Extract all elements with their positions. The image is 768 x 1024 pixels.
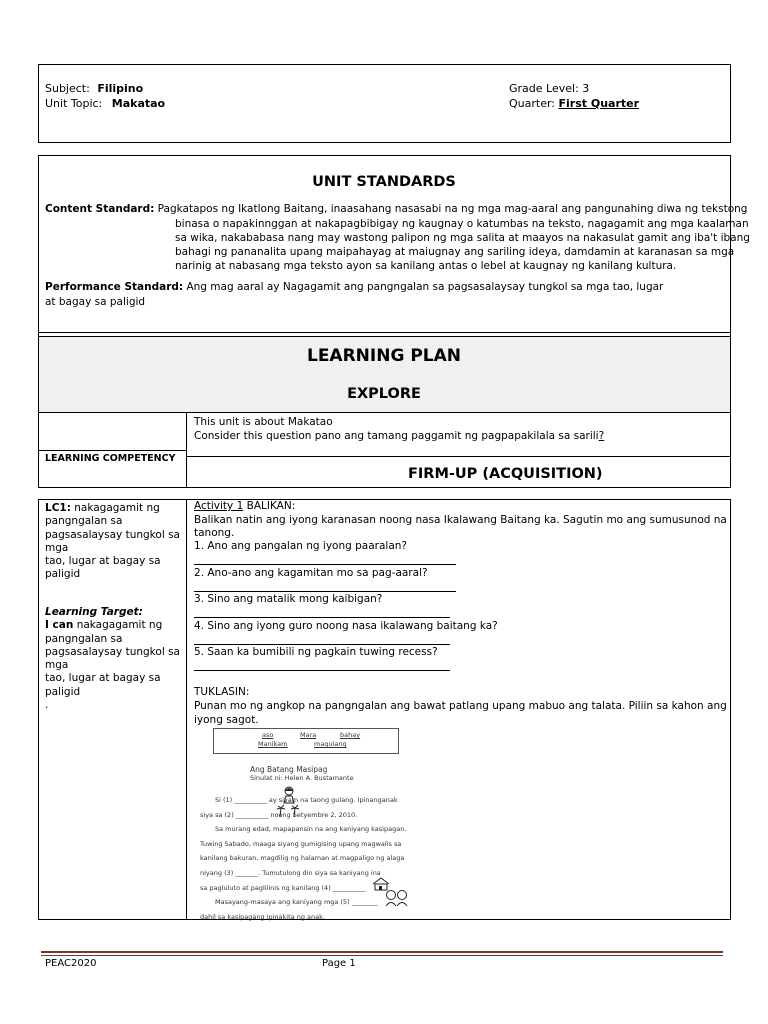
- content-line: narinig at nabasang mga teksto ayon sa kanilang antas o lebel at kaugnay ng kanilang kultura.: [175, 260, 677, 272]
- tuklasin-instruction: iyong sagot.: [194, 714, 259, 726]
- story-line: kanilang bakuran, magdilig ng halaman at magpaligo ng alaga: [200, 854, 405, 862]
- content-line: binasa o napakinnggan at nakapagbibigay ng kaugnay o katumbas na teksto, nagagamit ang mga kaalaman: [175, 218, 749, 230]
- question-1: 1. Ano ang pangalan ng iyong paaralan?: [194, 540, 407, 552]
- performance-standard-cont: at bagay sa paligid: [45, 296, 146, 308]
- footer-left: PEAC2020: [45, 958, 97, 969]
- unit-topic-label: Unit Topic:: [45, 97, 103, 110]
- content-line: sa wika, nakababasa nang may wastong palipon ng mga salita at maayos na nakasulat gamit ang iba't ibang: [175, 232, 750, 244]
- learning-competency-label: LEARNING COMPETENCY: [45, 453, 176, 464]
- activity-link: Activity 1: [194, 500, 244, 512]
- footer-rule: [41, 955, 723, 956]
- ican-line: mga: [45, 659, 69, 672]
- content-line: bahagi ng pananalita upang maipahayag at maiugnay ang sariling ideya, damdamin at karanasan sa mga: [175, 246, 735, 258]
- divider: [38, 332, 731, 333]
- tuklasin-label: TUKLASIN:: [194, 686, 250, 698]
- answer-line[interactable]: [194, 579, 456, 592]
- ican-line: nakagagamit ng: [73, 619, 163, 632]
- performance-standard-label: Performance Standard:: [45, 281, 184, 293]
- content-standard-first: Pagkatapos ng Ikatlong Baitang, inaasahang nasasabi na ng mga mag-aaral ang pangunahing diwa ng tekstong: [157, 203, 748, 215]
- activity-intro: Balikan natin ang iyong karanasan noong nasa Ikalawang Baitang ka. Sagutin mo ang sumusunod na: [194, 514, 727, 526]
- story-line: Sa murang edad, mapapansin na ang kaniyang kasipagan.: [215, 825, 407, 833]
- quarter-row: [509, 97, 639, 110]
- ican-label: I can: [45, 619, 74, 632]
- lc1-line: tao, lugar at bagay sa: [45, 555, 161, 568]
- consider-mark: ?: [598, 430, 605, 442]
- answer-line[interactable]: [194, 658, 450, 671]
- page-number: Page 1: [322, 958, 356, 969]
- word-choice: magulang: [314, 740, 347, 748]
- word-choice: Manikam: [258, 740, 288, 748]
- activity-title: [194, 500, 295, 512]
- lc1-block: [45, 502, 183, 582]
- ican-line: pagsasalaysay tungkol sa: [45, 645, 180, 658]
- question-5: 5. Saan ka bumibili ng pagkain tuwing recess?: [194, 646, 438, 658]
- palm-tree-icon: [274, 803, 304, 817]
- answer-line[interactable]: [194, 605, 450, 618]
- story-title: Ang Batang Masipag: [250, 765, 328, 774]
- consider-question: [194, 430, 604, 442]
- performance-standard: [45, 281, 663, 293]
- learning-target-block: [45, 606, 183, 712]
- unit-standards-title: UNIT STANDARDS: [312, 174, 456, 190]
- quarter-value: First Quarter: [558, 97, 640, 110]
- story-line: Si (1) __________ ay siyam na taong gulang. Ipinanganak: [215, 796, 398, 804]
- question-4: 4. Sino ang iyong guro noong nasa ikalawang baitang ka?: [194, 620, 498, 632]
- activity-intro: tanong.: [194, 527, 235, 539]
- tuklasin-instruction: Punan mo ng angkop na pangngalan ang bawat patlang upang mabuo ang talata. Piliin sa kahon ang: [194, 700, 727, 712]
- parents-icon: [384, 889, 410, 907]
- word-choice: Mara: [300, 731, 317, 739]
- learning-plan-title: LEARNING PLAN: [306, 346, 462, 366]
- learning-target-label: Learning Target:: [45, 606, 143, 618]
- content-standard-label: Content Standard:: [45, 203, 155, 215]
- answer-line[interactable]: [194, 632, 450, 645]
- subject-value: Filipino: [97, 82, 144, 95]
- story-line: niyang (3) _______. Tumutulong din siya sa kaniyang ina: [200, 869, 381, 877]
- lc1-first-line: [45, 502, 183, 515]
- subject-label: Subject:: [45, 82, 90, 95]
- lc1-line: pangngalan sa: [45, 515, 123, 528]
- grade-label: Grade Level:: [509, 82, 579, 95]
- quarter-label: Quarter:: [509, 97, 556, 110]
- word-choice: aso: [262, 731, 274, 739]
- story-line: sa pagluluto at paglilinis ng kanilang (4) __________: [200, 884, 366, 892]
- divider: [38, 450, 187, 451]
- content-standard-cont: [175, 217, 750, 273]
- unit-topic-row: [45, 97, 165, 110]
- lc1-line: paligid: [45, 568, 81, 581]
- footer-rule: [41, 951, 723, 953]
- column-divider: [186, 499, 187, 920]
- ican-line: .: [45, 699, 49, 712]
- ican-line: tao, lugar at bagay sa: [45, 672, 161, 685]
- grade-value: 3: [582, 82, 590, 95]
- content-standard: [45, 203, 747, 215]
- answer-line[interactable]: [194, 552, 456, 565]
- girl-icon: [282, 786, 296, 804]
- lc1-line: pagsasalaysay tungkol sa: [45, 528, 180, 541]
- consider-text: Consider this question pano ang tamang paggamit ng pagpapakilala sa sarili: [194, 430, 599, 442]
- story-line: Masayang-masaya ang kaniyang mga (5) ________: [215, 898, 378, 906]
- word-choice: bahay: [340, 731, 361, 739]
- question-3: 3. Sino ang matalik mong kaibigan?: [194, 593, 383, 605]
- activity-title-rest: BALIKAN:: [243, 500, 296, 512]
- story-author: Sinulat ni: Helen A. Bustamante: [250, 774, 354, 782]
- lc1-label: LC1:: [45, 502, 71, 514]
- question-2: 2. Ano-ano ang kagamitan mo sa pag-aaral?: [194, 567, 428, 579]
- ican-line: paligid: [45, 685, 81, 698]
- explore-title: EXPLORE: [347, 386, 421, 402]
- story-line: Tuwing Sabado, maaga siyang gumigising upang magwalis sa: [200, 840, 402, 848]
- divider: [38, 412, 731, 413]
- lc1-line: mga: [45, 541, 69, 554]
- unit-topic-value: Makatao: [111, 97, 166, 110]
- lc1-line: nakagagamit ng: [70, 502, 160, 514]
- grade-row: [509, 82, 589, 95]
- firm-up-title: FIRM-UP (ACQUISITION): [408, 466, 603, 482]
- unit-about: This unit is about Makatao: [194, 416, 333, 428]
- ican-first-line: [45, 619, 183, 632]
- divider: [186, 456, 731, 457]
- performance-standard-first: Ang mag aaral ay Nagagamit ang pangngalan sa pagsasalaysay tungkol sa mga tao, lugar: [186, 281, 664, 293]
- subject-row: [45, 82, 143, 95]
- story-line: siya sa (2) __________ noong Setyembre 2, 2010.: [200, 811, 358, 819]
- story-line: dahil sa kasipagang ipinakita ng anak.: [200, 913, 325, 921]
- ican-line: pangngalan sa: [45, 632, 123, 645]
